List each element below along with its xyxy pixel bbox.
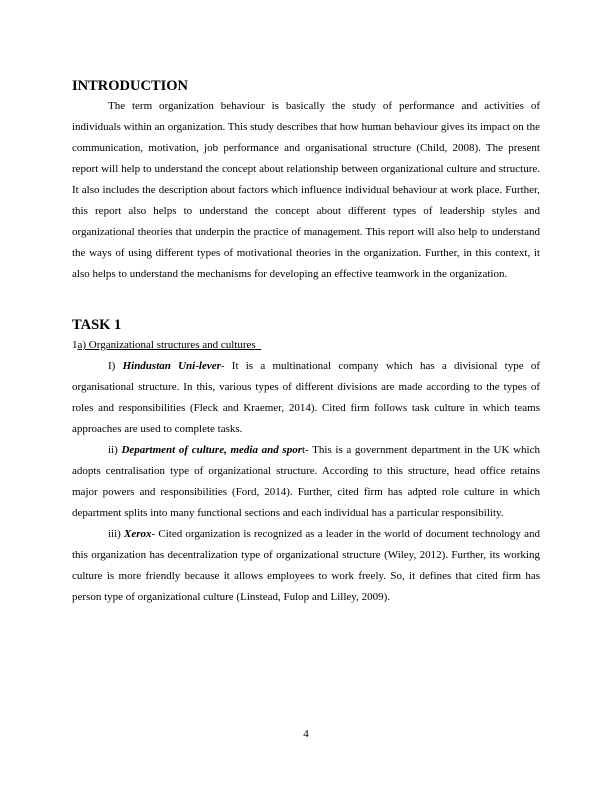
item-description: - This is a government department in the UK which adopts centralisation type of organizational structure. According to this structure, head office retains major powers and responsibilities (Ford, 2014). Further, cited firm has adpted role culture in which department splits into many functional sections and each individual has a particular responsibility. [72,444,540,519]
introduction-paragraph: The term organization behaviour is basically the study of performance and activities of individuals within an organization. This study describes that how human behaviour gives its impact on the communication, motivation, job performance and organisational structure (Child, 2008). The present report will help to understand the concept about relationship between organizational culture and structure. It also includes the description about factors which influence individual behaviour at work place. Further, this report also helps to understand the concept about different types of leadership styles and organizational theories that underpin the practice of management. This report will also help to understand the ways of using different types of motivational theories in the organization. Further, in this context, it also helps to understand the mechanisms for developing an effective teamwork in the organization. [72,100,540,280]
item-prefix: iii) [108,528,125,540]
item-company-name-tail: t [301,444,306,456]
item-description: - It is a multinational company which has a divisional type of organisational structure. In this, various types of different divisions are made according to the types of roles and responsibilities (Fleck and Kraemer, 2014). Cited firm follows task culture in which teams approaches are used to complete tasks. [72,360,541,435]
subheading-prefix: 1 [72,339,78,351]
task1-item-xerox [72,524,540,608]
subheading-text: a) Organizational structures and cultures [77,339,256,351]
item-prefix: ii) [108,444,122,456]
task1-heading: TASK 1 [72,317,122,333]
section-spacer [72,285,540,315]
item-company-name: Xerox [124,528,152,540]
task1-item-hindustan-unilever [72,356,540,440]
page-number: 4 [303,728,309,740]
task1-item-dcms [72,440,540,524]
item-company-name: Hindustan Uni-lever [122,360,221,372]
item-company-name: Department of culture, media and spor [121,444,302,456]
introduction-heading: INTRODUCTION [72,78,189,94]
page-content [72,76,540,608]
item-prefix: I) [108,360,123,372]
task1-subheading [72,335,540,356]
item-description: - Cited organization is recognized as a leader in the world of document technology and this organization has decentralization type of organizational structure (Wiley, 2012). Further, its working culture is more friendly because it allows employees to work freely. So, it defines that cited firm has person type of organizational culture (Linstead, Fulop and Lilley, 2009). [72,528,540,603]
